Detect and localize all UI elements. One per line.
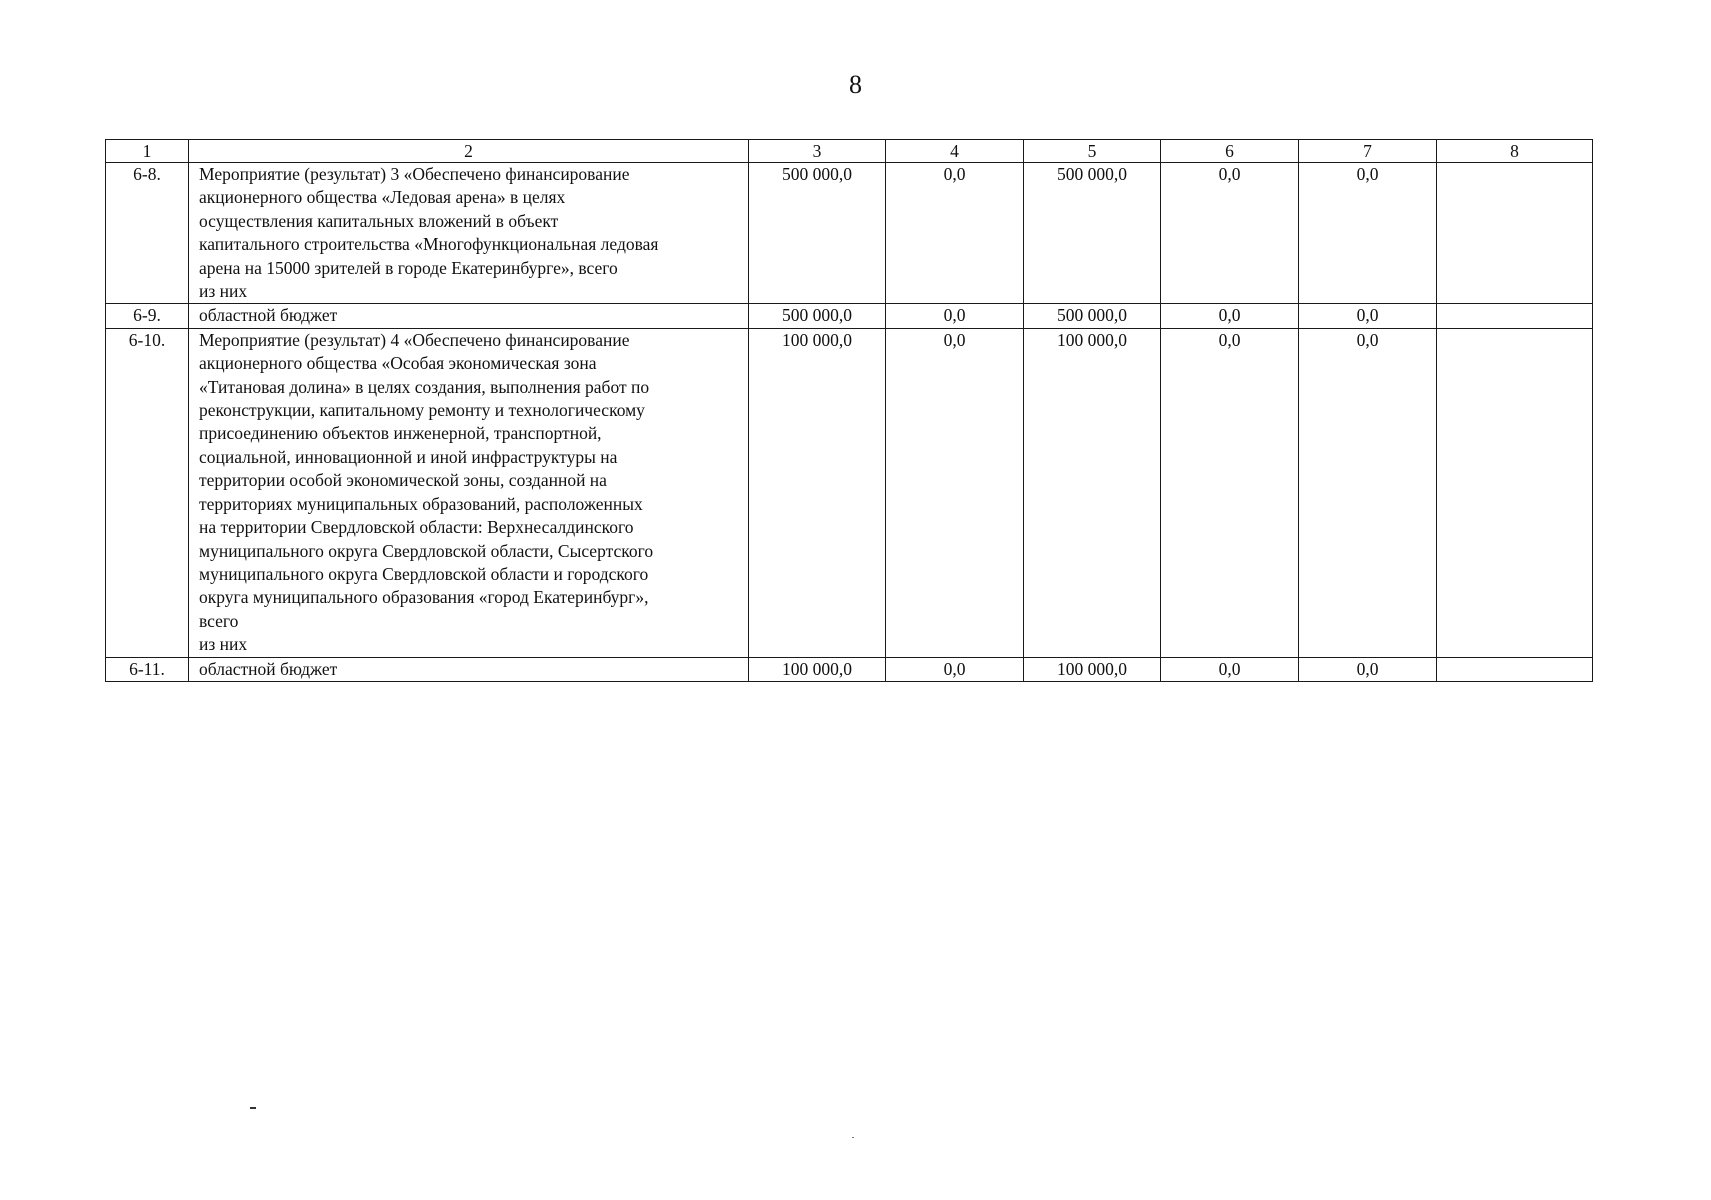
column-header-2: 2 <box>189 140 749 163</box>
value-col-5: 100 000,0 <box>1024 657 1161 681</box>
value-col-4: 0,0 <box>886 657 1024 681</box>
description-line: социальной, инновационной и иной инфраструктуры на <box>199 446 618 467</box>
description-line: арена на 15000 зрителей в городе Екатеринбурге», всего <box>199 257 618 278</box>
description-line: присоединению объектов инженерной, транспортной, <box>199 423 602 444</box>
budget-table <box>105 139 1593 682</box>
description-line: территориях муниципальных образований, расположенных <box>199 493 643 514</box>
table-row <box>106 657 1593 681</box>
value-col-6: 0,0 <box>1161 304 1299 328</box>
column-header-5: 5 <box>1024 140 1161 163</box>
column-header-7: 7 <box>1299 140 1437 163</box>
value-col-8 <box>1437 163 1593 304</box>
column-header-4: 4 <box>886 140 1024 163</box>
value-col-4: 0,0 <box>886 328 1024 657</box>
value-col-3: 500 000,0 <box>749 304 886 328</box>
value-col-5: 500 000,0 <box>1024 163 1161 304</box>
description-line: из них <box>199 634 248 655</box>
description-line: округа муниципального образования «город Екатеринбург», <box>199 587 649 608</box>
value-col-5: 100 000,0 <box>1024 328 1161 657</box>
description-line: муниципального округа Свердловской области, Сысертского <box>199 540 654 561</box>
description-line: территории особой экономической зоны, созданной на <box>199 470 607 491</box>
description-line: осуществления капитальных вложений в объект <box>199 210 559 231</box>
value-col-4: 0,0 <box>886 163 1024 304</box>
value-col-6: 0,0 <box>1161 328 1299 657</box>
row-number: 6-9. <box>106 304 189 328</box>
description-line: Мероприятие (результат) 4 «Обеспечено финансирование <box>199 329 630 350</box>
description-line: из них <box>199 281 248 302</box>
table-row <box>106 163 1593 304</box>
description-line: акционерного общества «Особая экономическая зона <box>199 353 597 374</box>
scan-artifact-mark <box>250 1107 256 1109</box>
description-line: Мероприятие (результат) 3 «Обеспечено финансирование <box>199 164 630 184</box>
table-row <box>106 328 1593 657</box>
value-col-7: 0,0 <box>1299 304 1437 328</box>
row-description <box>189 328 749 657</box>
column-number-row <box>106 140 1593 163</box>
row-number: 6-11. <box>106 657 189 681</box>
row-description <box>189 163 749 304</box>
value-col-7: 0,0 <box>1299 657 1437 681</box>
value-col-3: 100 000,0 <box>749 657 886 681</box>
value-col-3: 500 000,0 <box>749 163 886 304</box>
page-number: 8 <box>849 70 862 99</box>
value-col-7: 0,0 <box>1299 328 1437 657</box>
column-header-3: 3 <box>749 140 886 163</box>
scan-artifact-dot <box>852 1137 854 1138</box>
description-line: всего <box>199 610 239 631</box>
value-col-5: 500 000,0 <box>1024 304 1161 328</box>
row-number: 6-8. <box>106 163 189 304</box>
value-col-6: 0,0 <box>1161 657 1299 681</box>
description-line: муниципального округа Свердловской области и городского <box>199 563 649 584</box>
column-header-8: 8 <box>1437 140 1593 163</box>
row-number: 6-10. <box>106 328 189 657</box>
row-description <box>189 657 749 681</box>
column-header-1: 1 <box>106 140 189 163</box>
description-line: на территории Свердловской области: Верхнесалдинского <box>199 517 634 538</box>
value-col-4: 0,0 <box>886 304 1024 328</box>
description-line: областной бюджет <box>199 658 338 679</box>
description-line: акционерного общества «Ледовая арена» в целях <box>199 187 566 208</box>
table-row <box>106 304 1593 328</box>
value-col-3: 100 000,0 <box>749 328 886 657</box>
description-line: капитального строительства «Многофункциональная ледовая <box>199 234 659 255</box>
column-header-6: 6 <box>1161 140 1299 163</box>
description-line: реконструкции, капитальному ремонту и технологическому <box>199 400 645 421</box>
description-line: «Титановая долина» в целях создания, выполнения работ по <box>199 376 650 397</box>
value-col-8 <box>1437 657 1593 681</box>
row-description <box>189 304 749 328</box>
description-line: областной бюджет <box>199 305 338 326</box>
value-col-6: 0,0 <box>1161 163 1299 304</box>
value-col-7: 0,0 <box>1299 163 1437 304</box>
value-col-8 <box>1437 328 1593 657</box>
value-col-8 <box>1437 304 1593 328</box>
